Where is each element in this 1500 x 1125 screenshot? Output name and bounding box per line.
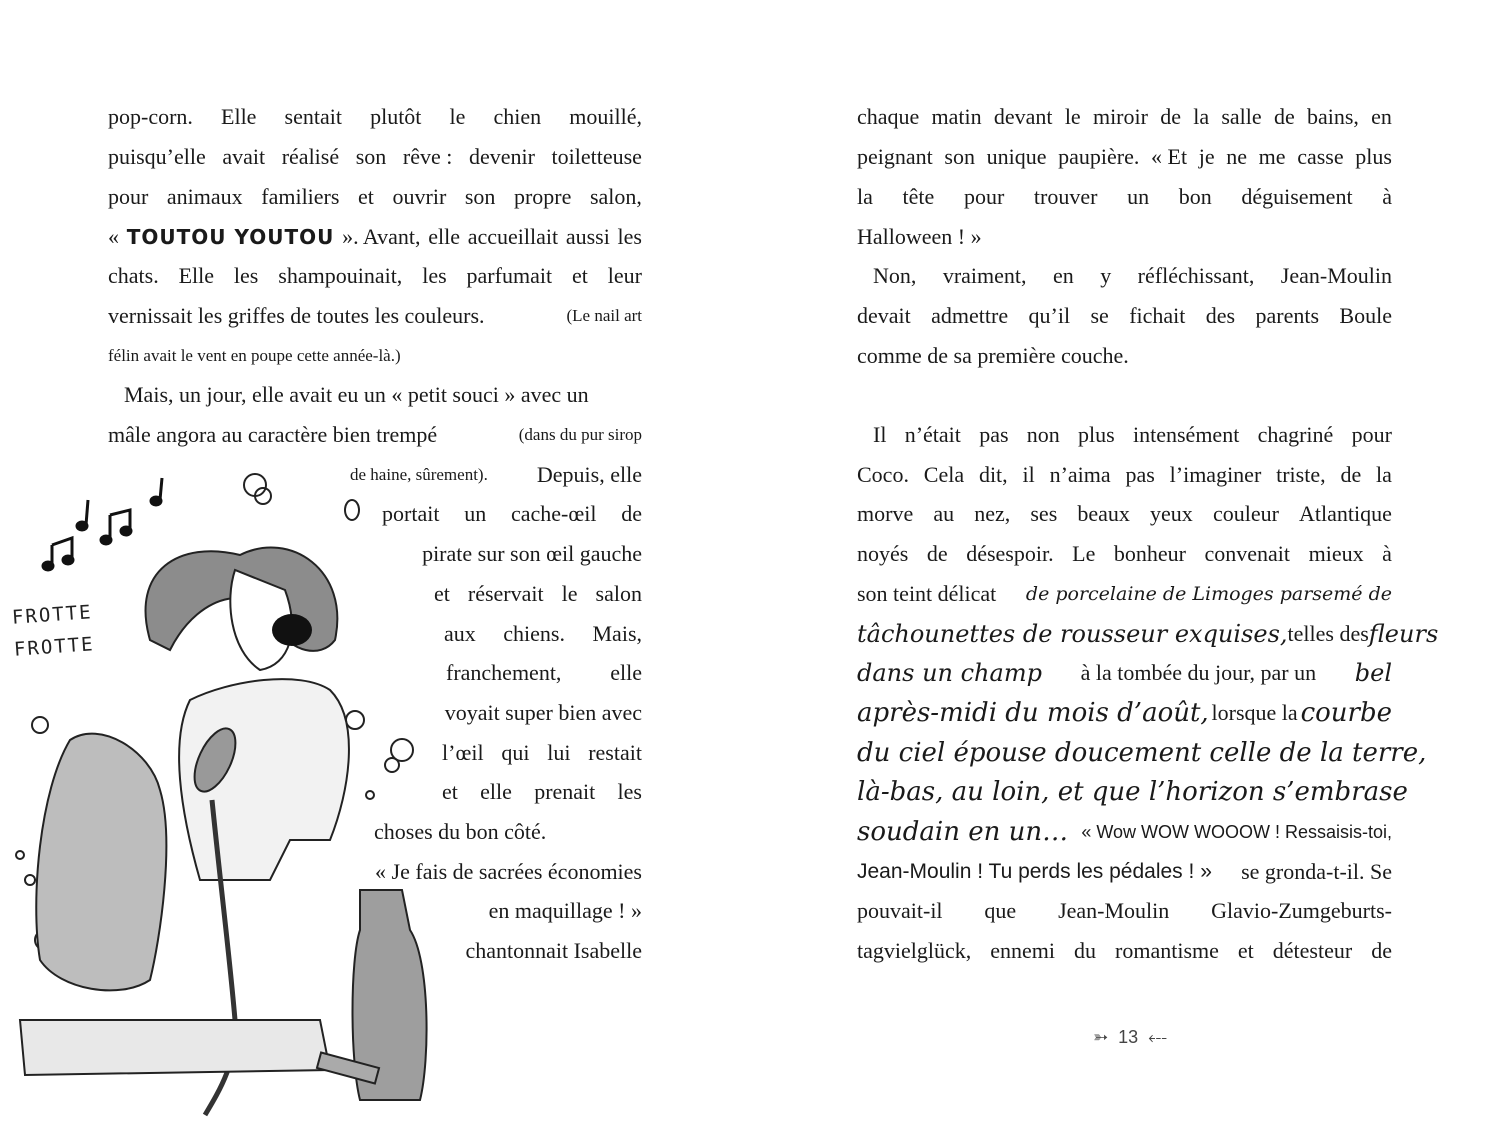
text-segment: Coco. bbox=[857, 462, 909, 487]
text-segment: vraiment, bbox=[942, 263, 1027, 288]
text-segment: le bbox=[449, 104, 466, 129]
text-segment: qui bbox=[501, 740, 530, 765]
text-segment: là-bas, au loin, et que l’horizon s’embrase bbox=[857, 777, 1408, 807]
text-segment: aussi bbox=[565, 224, 610, 249]
text-segment: Atlantique bbox=[1299, 501, 1392, 526]
text-segment: des bbox=[1205, 303, 1236, 328]
text-segment: accueillait bbox=[467, 224, 559, 249]
grooming-table bbox=[20, 1020, 330, 1075]
text-line bbox=[108, 336, 642, 376]
text-segment: couleur bbox=[1212, 501, 1279, 526]
text-segment: les bbox=[422, 263, 447, 288]
text-line bbox=[857, 614, 1439, 654]
text-segment: mouillé, bbox=[569, 104, 642, 129]
text-line bbox=[857, 693, 1392, 733]
text-line bbox=[857, 574, 1392, 614]
text-segment: et bbox=[1237, 938, 1254, 963]
text-segment: yeux bbox=[1150, 501, 1193, 526]
text-segment: peignant bbox=[857, 144, 933, 169]
text-line bbox=[108, 97, 642, 137]
text-segment: un bbox=[464, 501, 487, 526]
text-segment: la bbox=[1193, 104, 1210, 129]
text-segment: vernissait les griffes de toutes les couleurs. bbox=[108, 303, 485, 328]
text-segment: animaux bbox=[166, 184, 243, 209]
text-segment: bon bbox=[1178, 184, 1212, 209]
text-segment: franchement, bbox=[446, 660, 562, 685]
text-segment: lorsque la bbox=[1211, 700, 1298, 725]
text-segment: me bbox=[1258, 144, 1286, 169]
text-segment: Mais, bbox=[592, 621, 642, 646]
text-line bbox=[857, 137, 1392, 177]
text-segment: voyait super bien avec bbox=[444, 700, 642, 725]
text-segment: la bbox=[1376, 462, 1392, 487]
music-notes-icon bbox=[43, 478, 162, 570]
text-segment: tâchounettes de rousseur exquises, bbox=[857, 620, 1288, 648]
text-segment: Elle bbox=[178, 263, 215, 288]
text-segment: familiers bbox=[261, 184, 340, 209]
text-segment: félin avait le vent en poupe cette année-là.) bbox=[108, 346, 401, 365]
text-segment: à bbox=[1382, 184, 1392, 209]
text-segment: désespoir. bbox=[966, 541, 1054, 566]
text-segment: les bbox=[233, 263, 259, 288]
text-segment: TOUTOU YOUTOU bbox=[126, 225, 335, 249]
text-line bbox=[857, 852, 1392, 892]
text-segment: mieux bbox=[1308, 541, 1364, 566]
text-segment: Depuis, elle bbox=[536, 462, 642, 487]
text-segment: aux bbox=[444, 621, 476, 646]
text-segment: avait bbox=[222, 144, 266, 169]
text-segment: de bbox=[621, 501, 642, 526]
text-line bbox=[108, 137, 642, 177]
text-segment: salle bbox=[1221, 104, 1262, 129]
text-segment: Non, bbox=[873, 263, 917, 288]
text-line bbox=[857, 772, 1408, 812]
text-segment: de bbox=[1160, 104, 1181, 129]
text-segment: bel bbox=[1354, 659, 1392, 687]
text-segment: bonheur bbox=[1113, 541, 1186, 566]
text-segment: chien bbox=[493, 104, 542, 129]
text-segment: se bbox=[1090, 303, 1109, 328]
text-segment: de bbox=[1371, 938, 1392, 963]
text-segment: Glavio-Zumgeburts- bbox=[1211, 898, 1392, 923]
text-segment: shampouinait, bbox=[278, 263, 403, 288]
text-segment: ouvrir bbox=[392, 184, 447, 209]
text-segment: déguisement bbox=[1241, 184, 1353, 209]
text-segment: romantisme bbox=[1115, 938, 1219, 963]
text-segment: de haine, sûrement). bbox=[350, 465, 488, 484]
text-segment: de bbox=[1273, 104, 1295, 129]
text-segment: Jean-Moulin bbox=[1058, 898, 1170, 923]
text-segment: ne bbox=[1226, 144, 1248, 169]
text-line bbox=[857, 177, 1392, 217]
text-line bbox=[857, 217, 1392, 257]
text-segment: Mais, un jour, elle avait eu un « petit souci » avec un bbox=[124, 382, 589, 407]
text-segment: Jean-Moulin bbox=[1280, 263, 1392, 288]
text-segment: trouver bbox=[1033, 184, 1098, 209]
sfx-frotte-1: FROTTE bbox=[11, 601, 94, 629]
text-segment: de porcelaine de Limoges parsemé de bbox=[1025, 583, 1392, 605]
text-segment: la bbox=[857, 184, 873, 209]
text-segment: noyés bbox=[857, 541, 909, 566]
text-segment: puisqu’elle bbox=[108, 144, 206, 169]
text-segment: lui bbox=[547, 740, 571, 765]
text-line bbox=[434, 574, 642, 614]
text-segment: à la tombée du jour, par un bbox=[1080, 660, 1317, 685]
text-segment: se gronda-t-il. Se bbox=[1241, 859, 1392, 884]
text-segment: de bbox=[1340, 462, 1362, 487]
text-segment: chantonnait Isabelle bbox=[465, 938, 642, 963]
text-segment: dit, bbox=[978, 462, 1008, 487]
text-line bbox=[857, 336, 1392, 376]
text-segment: tagvielglück, bbox=[857, 938, 972, 963]
text-line bbox=[857, 812, 1392, 852]
text-segment: mâle angora au caractère bien trempé bbox=[108, 422, 438, 447]
text-segment: Elle bbox=[221, 104, 257, 129]
text-segment: réfléchissant, bbox=[1137, 263, 1255, 288]
text-segment: elle bbox=[480, 779, 512, 804]
text-segment: propre bbox=[513, 184, 572, 209]
text-segment: elle bbox=[428, 224, 460, 249]
text-segment: paupière. bbox=[1058, 144, 1140, 169]
text-segment: rêve : bbox=[402, 144, 453, 169]
text-segment: chats. bbox=[108, 263, 159, 288]
text-segment: (Le nail art bbox=[566, 306, 642, 325]
text-segment: pop-corn. bbox=[108, 104, 193, 129]
text-segment: triste, bbox=[1276, 462, 1326, 487]
text-segment: en bbox=[1053, 263, 1074, 288]
eye-patch-icon bbox=[272, 614, 312, 646]
text-line bbox=[857, 534, 1392, 574]
text-segment: devant bbox=[993, 104, 1053, 129]
text-segment: parfumait bbox=[466, 263, 553, 288]
text-segment: toiletteuse bbox=[551, 144, 642, 169]
page-footer bbox=[1060, 1022, 1200, 1052]
text-segment: son teint délicat bbox=[857, 581, 997, 606]
text-segment: elle bbox=[610, 660, 642, 685]
text-segment: en maquillage ! » bbox=[488, 898, 642, 923]
text-line bbox=[857, 891, 1392, 931]
text-segment: chagriné bbox=[1257, 422, 1334, 447]
text-segment: casse bbox=[1297, 144, 1344, 169]
arrow-left-icon: ⤎ bbox=[1148, 1026, 1167, 1047]
text-segment: les bbox=[617, 224, 642, 249]
text-segment: cache-œil bbox=[510, 501, 597, 526]
text-segment: « Je fais de sacrées économies bbox=[375, 859, 642, 884]
text-segment: et bbox=[358, 184, 374, 209]
text-segment: à bbox=[1382, 541, 1392, 566]
text-segment: chiens. bbox=[503, 621, 565, 646]
text-segment: et bbox=[442, 779, 458, 804]
text-segment: Halloween ! » bbox=[857, 224, 982, 249]
text-segment: choses du bon côté. bbox=[374, 819, 547, 844]
text-line bbox=[873, 415, 1392, 455]
text-segment: en bbox=[1371, 104, 1392, 129]
text-line bbox=[108, 296, 642, 336]
text-segment: salon bbox=[595, 581, 642, 606]
text-line bbox=[108, 217, 642, 257]
text-segment: pour bbox=[963, 184, 1005, 209]
text-segment: n’aima bbox=[1049, 462, 1111, 487]
text-segment: son bbox=[355, 144, 387, 169]
text-segment: y bbox=[1100, 263, 1112, 288]
text-segment: courbe bbox=[1300, 698, 1392, 728]
sfx-frotte-2: FROTTE bbox=[13, 633, 96, 661]
text-line bbox=[474, 891, 642, 931]
text-segment: convenait bbox=[1204, 541, 1291, 566]
text-segment: ses bbox=[1030, 501, 1058, 526]
text-segment: devait bbox=[857, 303, 911, 328]
text-segment: dans un champ bbox=[857, 659, 1042, 687]
text-segment: ». Avant, bbox=[342, 224, 421, 249]
text-segment: leur bbox=[607, 263, 642, 288]
text-segment: plus bbox=[1078, 422, 1115, 447]
groomer-illustration bbox=[0, 460, 450, 1120]
text-segment: bains, bbox=[1306, 104, 1359, 129]
text-segment: tête bbox=[902, 184, 935, 209]
text-line bbox=[108, 256, 642, 296]
text-segment: l’imaginer bbox=[1169, 462, 1262, 487]
text-segment: matin bbox=[931, 104, 982, 129]
text-segment: restait bbox=[588, 740, 642, 765]
text-segment: détesteur bbox=[1272, 938, 1353, 963]
text-segment: plutôt bbox=[370, 104, 422, 129]
text-line bbox=[857, 494, 1392, 534]
text-line bbox=[442, 772, 642, 812]
text-segment: le bbox=[1064, 104, 1081, 129]
text-segment: « bbox=[108, 224, 119, 249]
text-segment: (dans du pur sirop bbox=[518, 425, 642, 444]
text-line bbox=[444, 614, 642, 654]
text-line bbox=[124, 375, 642, 415]
text-line bbox=[441, 931, 642, 971]
text-segment: morve bbox=[857, 501, 914, 526]
text-segment: unique bbox=[986, 144, 1047, 169]
text-line bbox=[857, 455, 1392, 495]
text-line bbox=[857, 97, 1392, 137]
text-segment: pour bbox=[1351, 422, 1392, 447]
text-segment: l’œil bbox=[442, 740, 484, 765]
dog bbox=[36, 734, 166, 991]
text-segment: Cela bbox=[923, 462, 965, 487]
text-segment: les bbox=[617, 779, 642, 804]
page-number: 13 bbox=[1118, 1026, 1139, 1047]
text-segment: miroir bbox=[1092, 104, 1148, 129]
text-segment: un bbox=[1127, 184, 1150, 209]
text-segment: prenait bbox=[534, 779, 596, 804]
text-segment: du ciel épouse doucement celle de la terre, bbox=[857, 738, 1427, 768]
text-segment: « Et bbox=[1151, 144, 1188, 169]
text-segment: au bbox=[933, 501, 955, 526]
text-segment: pas bbox=[979, 422, 1009, 447]
text-segment: pas bbox=[1125, 462, 1155, 487]
text-segment: chaque bbox=[857, 104, 920, 129]
text-segment: « Wow WOW WOOOW ! Ressaisis-toi, bbox=[1081, 822, 1392, 842]
text-segment: admettre bbox=[931, 303, 1009, 328]
text-segment: fichait bbox=[1129, 303, 1186, 328]
text-segment: n’était bbox=[904, 422, 961, 447]
text-segment: réservait bbox=[467, 581, 544, 606]
text-segment: salon, bbox=[589, 184, 642, 209]
text-segment: devenir bbox=[468, 144, 535, 169]
text-line bbox=[442, 733, 642, 773]
text-segment: que bbox=[984, 898, 1017, 923]
text-segment: qu’il bbox=[1028, 303, 1071, 328]
text-segment: telles des bbox=[1287, 621, 1369, 646]
text-segment: sentait bbox=[284, 104, 342, 129]
text-line bbox=[446, 653, 642, 693]
text-segment: et bbox=[571, 263, 588, 288]
text-segment: plus bbox=[1355, 144, 1392, 169]
text-segment: ennemi bbox=[990, 938, 1056, 963]
text-line bbox=[432, 693, 642, 733]
text-line bbox=[108, 177, 642, 217]
text-line bbox=[857, 931, 1392, 971]
text-segment: pirate sur son œil gauche bbox=[422, 541, 642, 566]
text-line bbox=[857, 296, 1392, 336]
text-segment: de bbox=[926, 541, 948, 566]
text-segment: Le bbox=[1072, 541, 1096, 566]
text-segment: parents bbox=[1255, 303, 1320, 328]
text-segment: le bbox=[561, 581, 578, 606]
text-segment: après-midi du mois d’août, bbox=[857, 698, 1209, 728]
text-segment: Boule bbox=[1339, 303, 1392, 328]
text-segment: fleurs bbox=[1368, 620, 1439, 648]
text-segment: pouvait-il bbox=[857, 898, 943, 923]
text-line bbox=[108, 415, 642, 455]
text-segment: Jean-Moulin ! Tu perds les pédales ! » bbox=[857, 860, 1212, 883]
text-segment: je bbox=[1198, 144, 1215, 169]
text-segment: intensément bbox=[1133, 422, 1240, 447]
text-segment: Il bbox=[873, 422, 887, 447]
text-segment: son bbox=[464, 184, 496, 209]
text-segment: comme de sa première couche. bbox=[857, 343, 1129, 368]
text-segment: portait bbox=[382, 501, 440, 526]
text-segment: il bbox=[1022, 462, 1035, 487]
text-segment: nez, bbox=[974, 501, 1011, 526]
text-segment: et bbox=[434, 581, 450, 606]
text-line bbox=[873, 256, 1392, 296]
arrow-right-icon: ➳ bbox=[1093, 1026, 1109, 1047]
text-segment: beaux bbox=[1077, 501, 1130, 526]
text-line bbox=[857, 653, 1392, 693]
text-line bbox=[857, 733, 1427, 773]
text-segment: du bbox=[1074, 938, 1097, 963]
text-segment: pour bbox=[108, 184, 149, 209]
text-segment: non bbox=[1026, 422, 1060, 447]
text-segment: son bbox=[944, 144, 975, 169]
text-segment: soudain en un… bbox=[857, 817, 1069, 847]
text-segment: réalisé bbox=[281, 144, 340, 169]
